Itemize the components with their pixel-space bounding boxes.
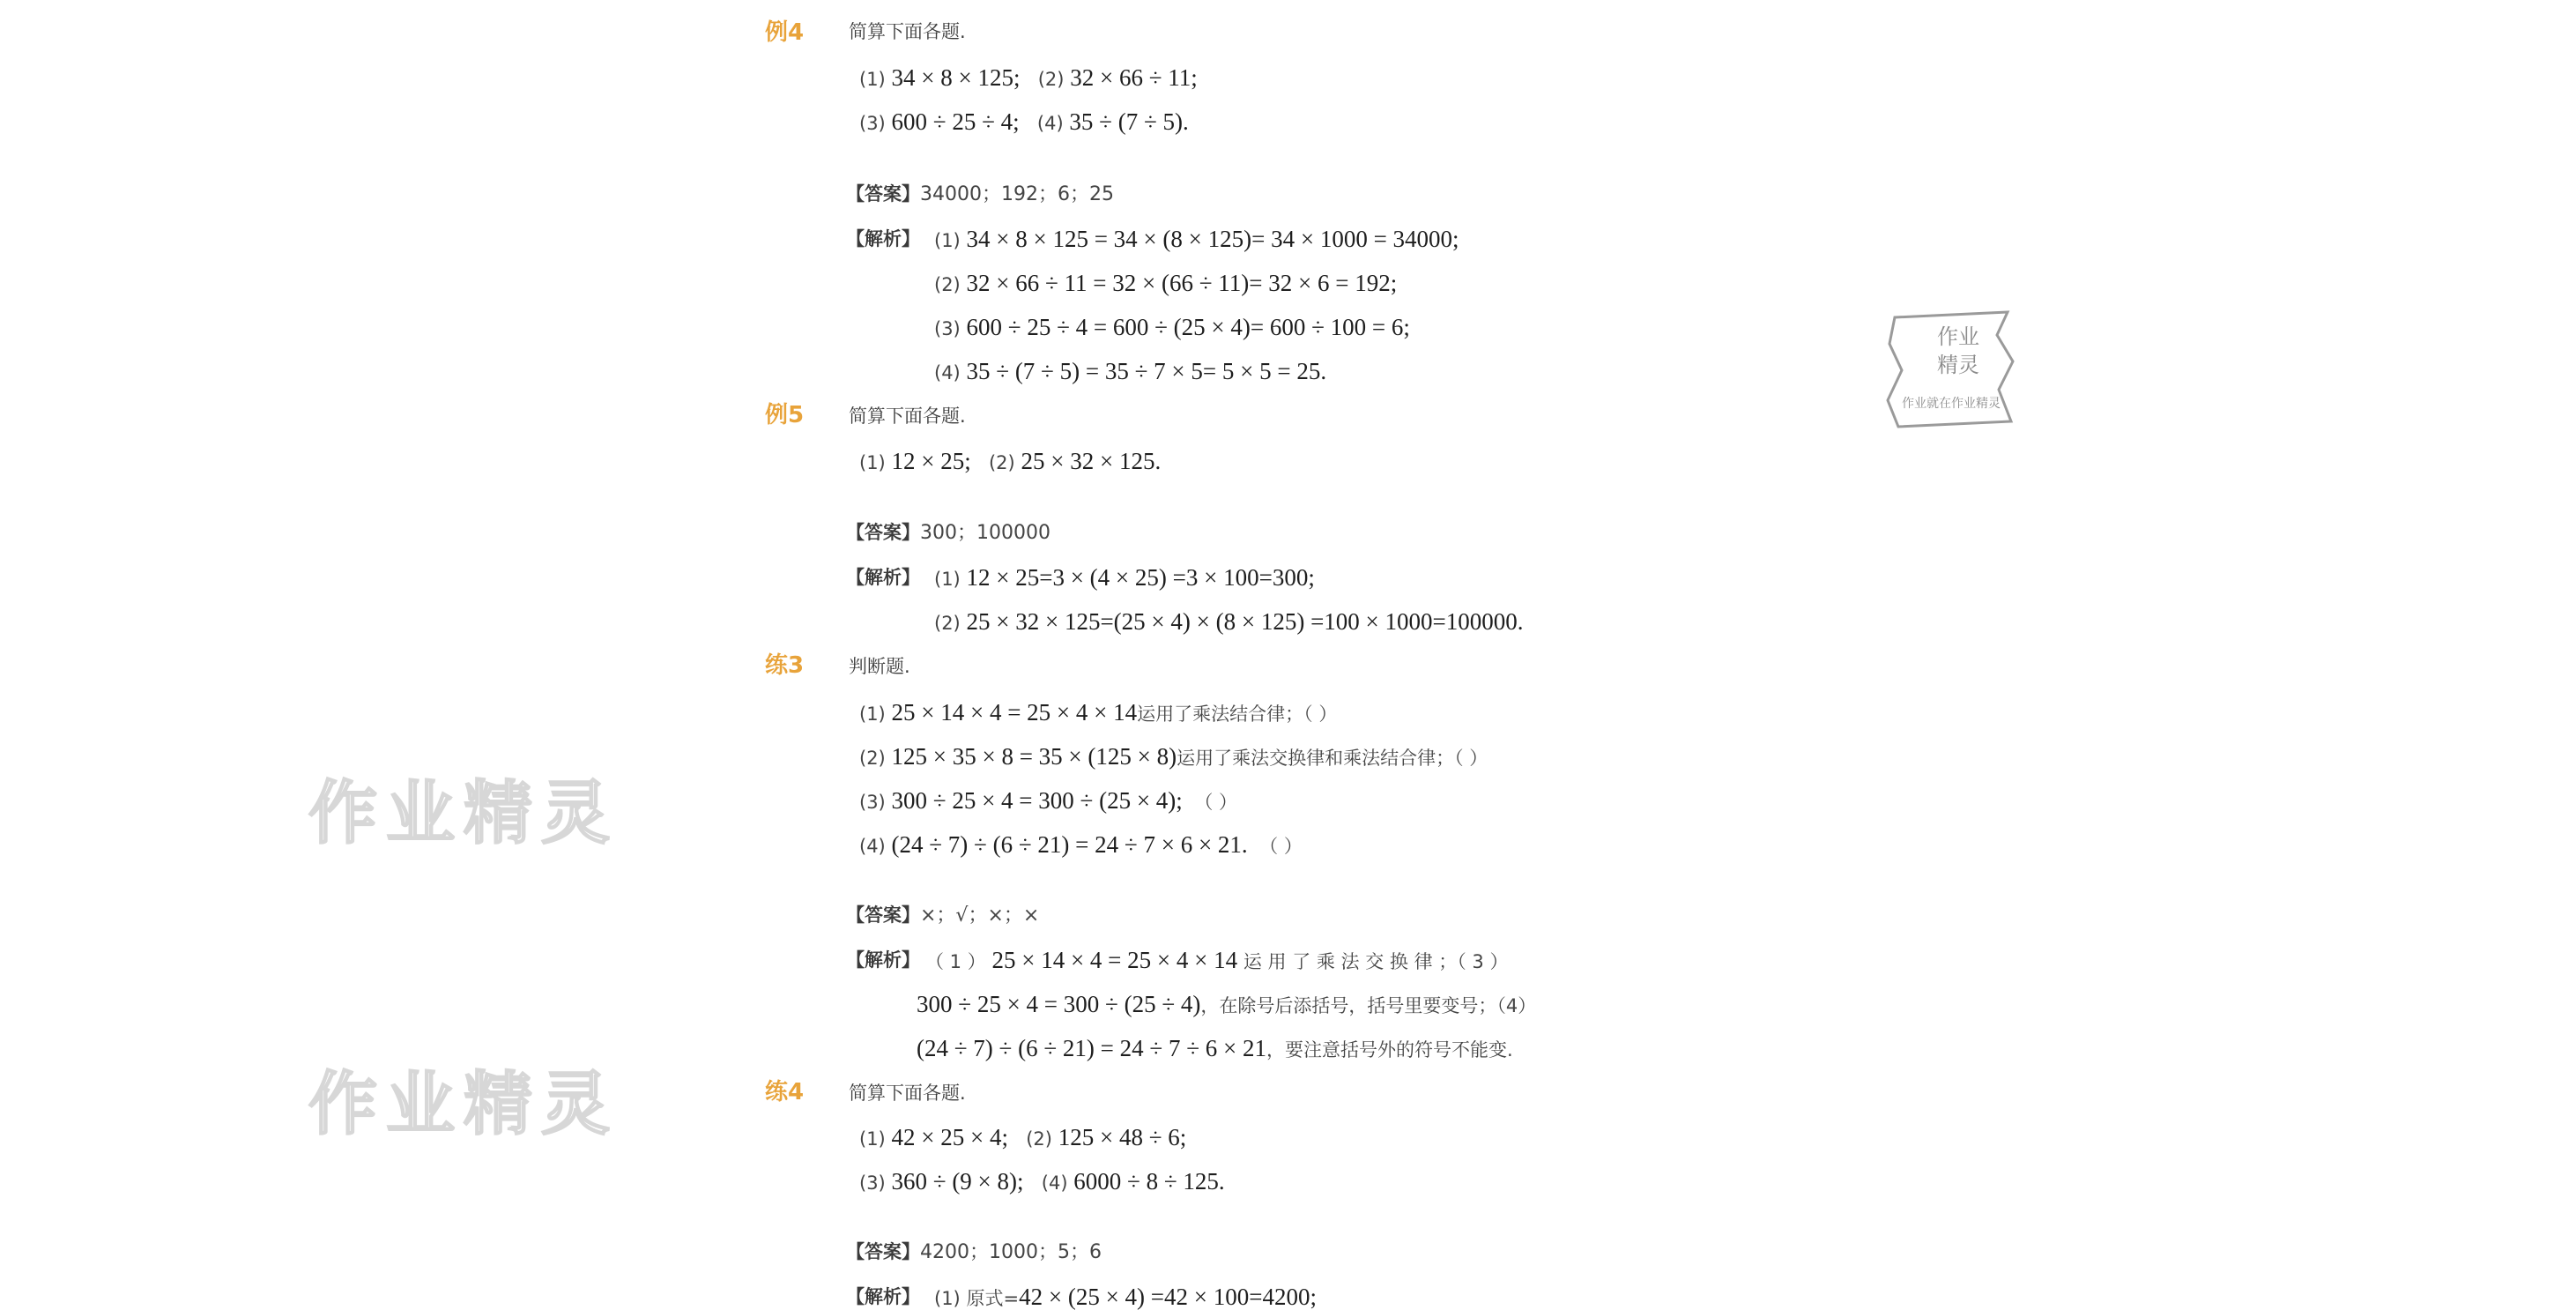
example-4-analysis-2: (2) 32 × 66 ÷ 11 = 32 × (66 ÷ 11)= 32 × 6 = 192;	[934, 270, 1398, 296]
example-5-analysis-1: (1) 12 × 25=3 × (4 × 25) =3 × 100=300;	[934, 564, 1315, 591]
practice-3-analysis-1: （ 1 ） 25 × 14 × 4 = 25 × 4 × 14 运 用 了 乘 法 交 换 律 ；（ 3 ）	[925, 947, 1509, 973]
practice-3-stem: 判断题.	[849, 656, 910, 677]
example-4-answer-line: 【答案】34000；192；6；25	[846, 183, 1114, 205]
practice-4-answer-line: 【答案】4200；1000；5；6	[846, 1241, 1102, 1263]
practice-3-question-3: (3) 300 ÷ 25 × 4 = 300 ÷ (25 × 4); （ ）	[859, 787, 1237, 814]
example-4-analysis-label: 【解析】	[846, 228, 920, 249]
practice-4-tag: 练4	[765, 1079, 805, 1105]
example-5-analysis-label: 【解析】	[846, 567, 920, 588]
example-4-questions-row-2: (3) 600 ÷ 25 ÷ 4; (4) 35 ÷ (7 ÷ 5).	[859, 108, 1189, 135]
example-4-tag: 例4	[765, 19, 805, 46]
example-5-stem: 简算下面各题.	[849, 406, 966, 427]
practice-4-stem: 简算下面各题.	[849, 1083, 966, 1104]
stamp-line-3: 作业就在作业精灵	[1902, 397, 2001, 411]
practice-3-question-2: (2) 125 × 35 × 8 = 35 × (125 × 8)运用了乘法交换律和乘法结合律；（ ）	[859, 743, 1488, 770]
practice-3-question-4: (4) (24 ÷ 7) ÷ (6 ÷ 21) = 24 ÷ 7 × 6 × 21. （ ）	[859, 831, 1303, 858]
example-5-tag: 例5	[765, 402, 805, 428]
example-4-analysis-4: (4) 35 ÷ (7 ÷ 5) = 35 ÷ 7 × 5= 5 × 5 = 25.	[934, 358, 1327, 384]
practice-3-answer-line: 【答案】×；√；×；×	[846, 904, 1040, 927]
stamp-logo	[1884, 309, 2016, 432]
example-4-stem: 简算下面各题.	[849, 21, 966, 42]
example-4-analysis-3: (3) 600 ÷ 25 ÷ 4 = 600 ÷ (25 × 4)= 600 ÷ 100 = 6;	[934, 314, 1410, 340]
practice-4-questions-row-1: (1) 42 × 25 × 4; (2) 125 × 48 ÷ 6;	[859, 1124, 1187, 1150]
practice-4-analysis-1: (1) 原式=42 × (25 × 4) =42 × 100=4200;	[934, 1284, 1317, 1310]
watermark-text: 作业精灵	[308, 1065, 620, 1144]
example-4-analysis-1: (1) 34 × 8 × 125 = 34 × (8 × 125)= 34 × 1000 = 34000;	[934, 226, 1459, 252]
example-5-answer-line: 【答案】300；100000	[846, 522, 1050, 544]
stamp-line-1: 作业	[1937, 324, 1979, 349]
practice-3-analysis-label: 【解析】	[846, 949, 920, 971]
practice-4-analysis-label: 【解析】	[846, 1286, 920, 1307]
example-5-questions-row: (1) 12 × 25; (2) 25 × 32 × 125.	[859, 448, 1162, 474]
practice-3-tag: 练3	[765, 652, 805, 679]
watermark-text: 作业精灵	[308, 774, 620, 853]
practice-3-question-1: (1) 25 × 14 × 4 = 25 × 4 × 14运用了乘法结合律；（ ）	[859, 699, 1338, 726]
example-5-analysis-2: (2) 25 × 32 × 125=(25 × 4) × (8 × 125) =100 × 1000=100000.	[934, 608, 1524, 635]
practice-4-questions-row-2: (3) 360 ÷ (9 × 8); (4) 6000 ÷ 8 ÷ 125.	[859, 1168, 1225, 1195]
practice-3-analysis-2: 300 ÷ 25 × 4 = 300 ÷ (25 ÷ 4)，在除号后添括号，括号里要变号；（4）	[917, 991, 1537, 1017]
practice-3-analysis-3: (24 ÷ 7) ÷ (6 ÷ 21) = 24 ÷ 7 ÷ 6 × 21，要注意括号外的符号不能变.	[917, 1035, 1513, 1061]
example-4-questions-row-1: (1) 34 × 8 × 125; (2) 32 × 66 ÷ 11;	[859, 64, 1198, 91]
stamp-line-2: 精灵	[1937, 353, 1979, 377]
